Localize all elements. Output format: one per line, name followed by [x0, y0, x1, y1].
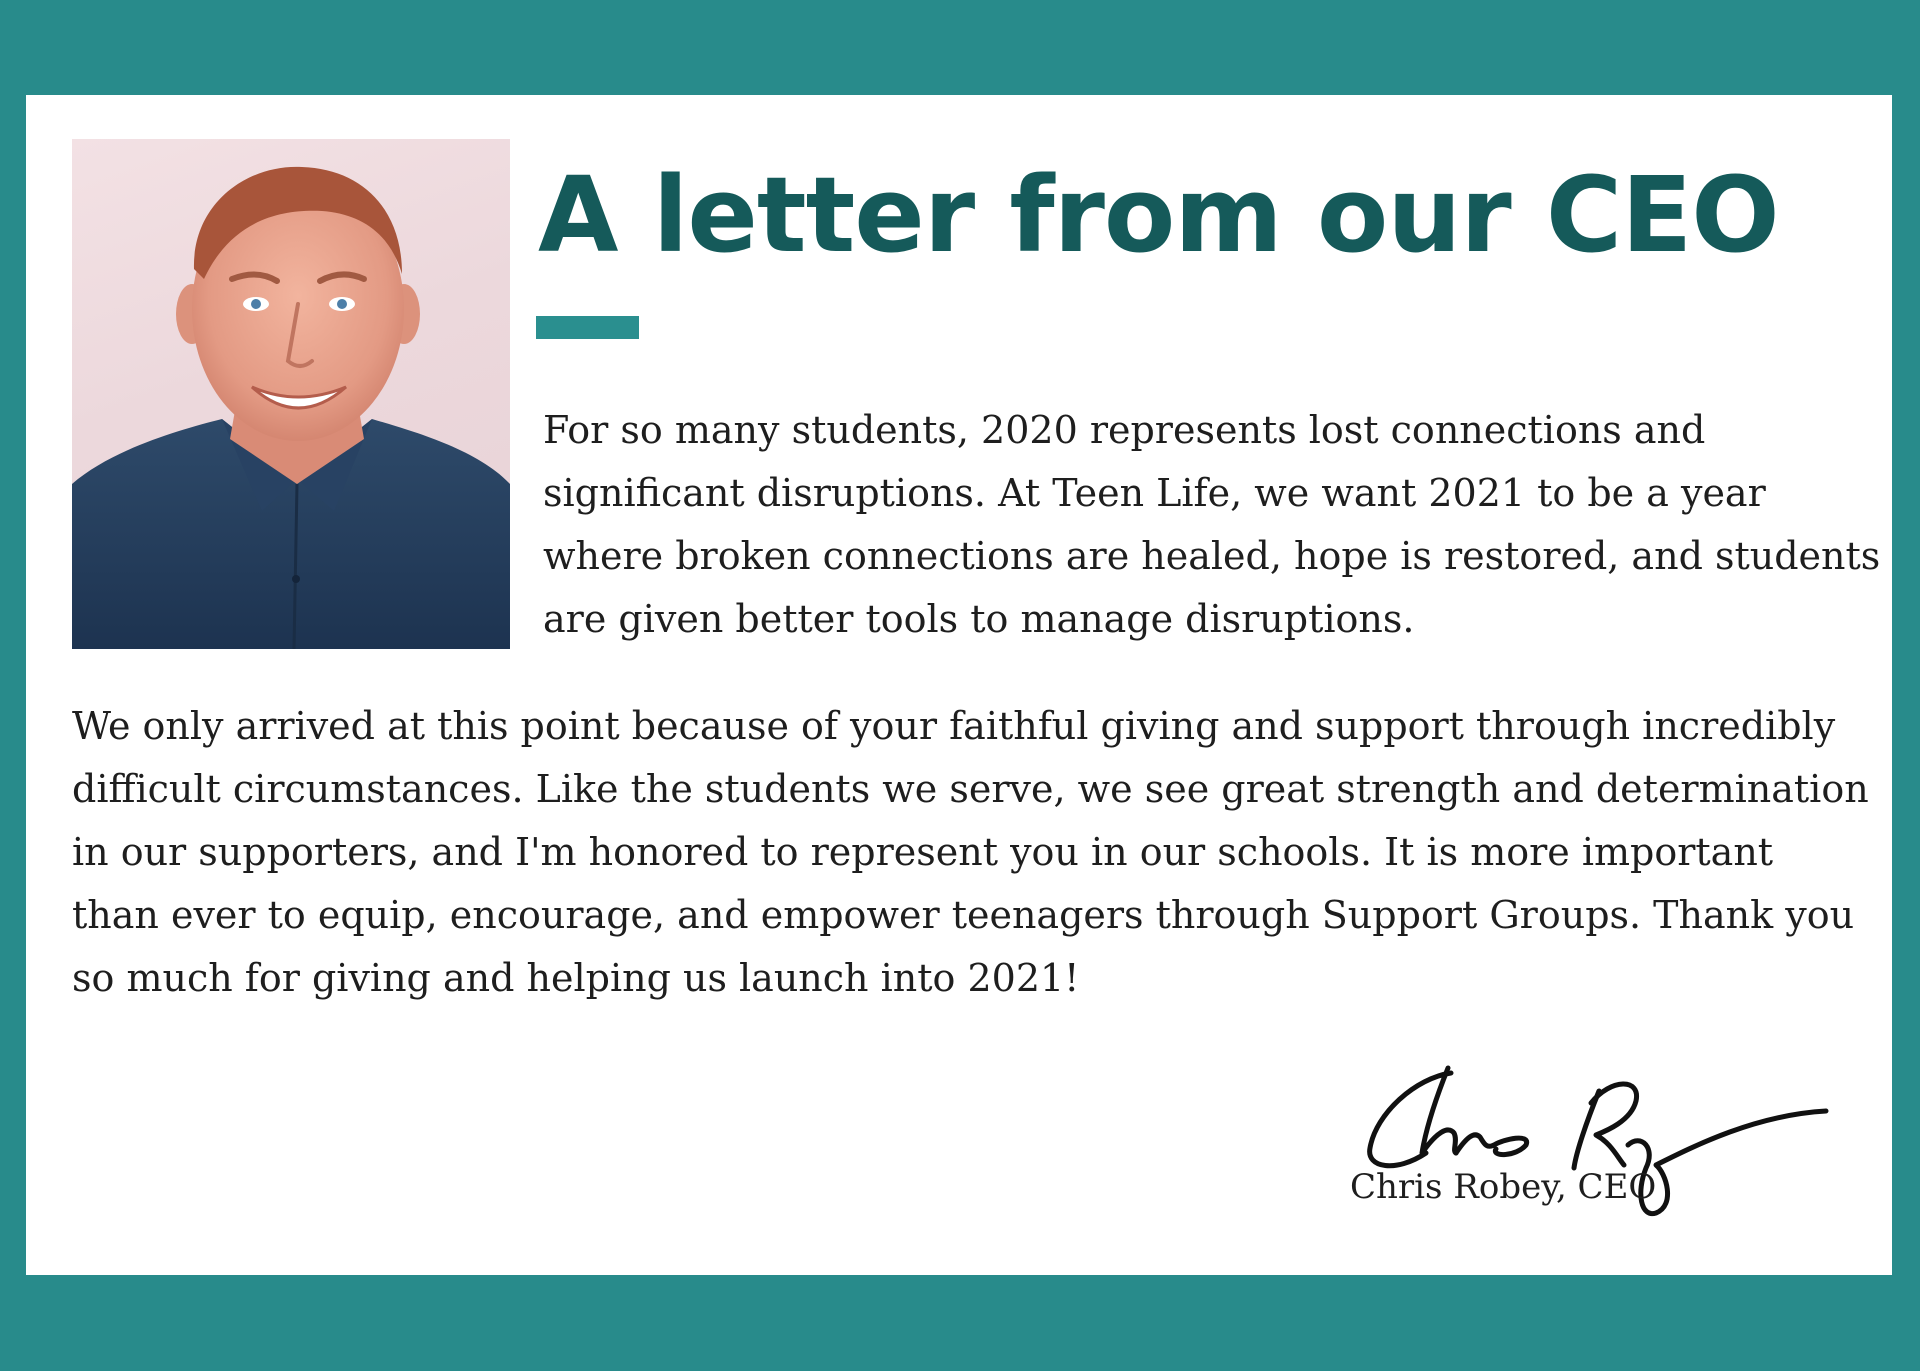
letter-paragraph-body: We only arrived at this point because of your faithful giving and support through incredibly difficult circumstances. Like the students we serve, we see great strength and determination in our supporters, and I'm honored to represent you in our schools. It is more important than ever to equip, encourage, and empower teenagers through Support Groups. Thank you so much for giving and helping us launch into 2021! — [72, 704, 1869, 1000]
title-accent-rule — [536, 316, 639, 339]
ceo-portrait-photo — [72, 139, 510, 649]
signer-name: Chris Robey, CEO — [1350, 1167, 1657, 1207]
letter-title: A letter from our CEO — [538, 154, 1779, 276]
letter-card — [26, 95, 1892, 1275]
letter-paragraph-intro: For so many students, 2020 represents lost connections and significant disruptions. At Teen Life, we want 2021 to be a year where broken connections are healed, hope is restored, and students are given better tools to manage disruptions. — [543, 408, 1881, 641]
